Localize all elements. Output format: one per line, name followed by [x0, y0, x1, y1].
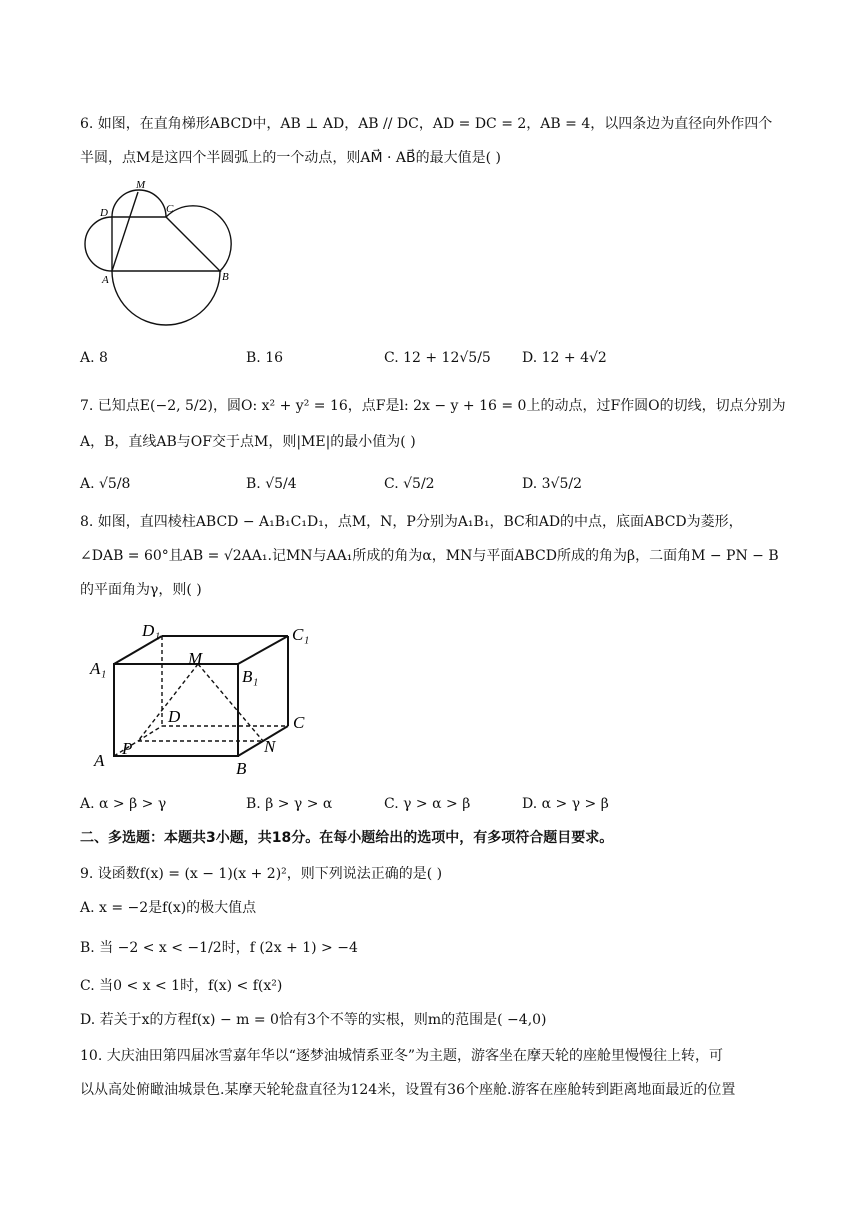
q6-option-b: B. 16 [246, 350, 284, 366]
q8-option-d: D. α > γ > β [522, 796, 609, 812]
q6-label-m: M [136, 179, 146, 191]
q6-option-a: A. 8 [80, 350, 108, 366]
section-heading: 二、多选题：本题共3小题，共18分。在每小题给出的选项中，有多项符合题目要求。 [80, 830, 614, 846]
q7-option-b: B. √5/4 [246, 476, 297, 492]
q8-figure [88, 616, 328, 778]
q6-label-b: B [222, 271, 229, 283]
q8-label-a1: A₁ [90, 659, 107, 678]
q6-stem-line2: 半圆，点M是这四个半圆弧上的一个动点，则AM⃗ · AB⃗的最大值是( ) [80, 150, 501, 166]
q9-option-d: D. 若关于x的方程f(x) − m = 0恰有3个不等的实根，则m的范围是( −4,0) [80, 1012, 547, 1028]
q8-label-d: D [168, 707, 181, 726]
q9-option-c: C. 当0 < x < 1时，f(x) < f(x²) [80, 978, 283, 994]
q7-option-c: C. √5/2 [384, 476, 435, 492]
q6-label-d: D [100, 207, 108, 219]
q9-stem: 9. 设函数f(x) = (x − 1)(x + 2)²，则下列说法正确的是( ) [80, 866, 443, 882]
q9-option-b: B. 当 −2 < x < −1/2时，f (2x + 1) > −4 [80, 940, 358, 956]
q8-label-b: B [236, 759, 247, 778]
q8-label-m: M [188, 649, 203, 668]
q8-label-p: P [122, 739, 133, 758]
q9-option-a: A. x = −2是f(x)的极大值点 [80, 900, 257, 916]
q6-option-c: C. 12 + 12√5/5 [384, 350, 491, 366]
q6-stem-line1: 6. 如图，在直角梯形ABCD中，AB ⊥ AD，AB // DC，AD = DC = 2，AB = 4，以四条边为直径向外作四个 [80, 116, 773, 132]
q10-stem-line1: 10. 大庆油田第四届冰雪嘉年华以“逐梦油城情系亚冬”为主题，游客坐在摩天轮的座舱里慢慢往上转，可 [80, 1048, 724, 1064]
q8-label-c1: C₁ [292, 625, 310, 644]
q8-option-c: C. γ > α > β [384, 796, 471, 812]
q6-label-a: A [102, 274, 109, 286]
q7-option-d: D. 3√5/2 [522, 476, 582, 492]
q8-label-d1: D₁ [142, 621, 161, 640]
q6-label-c: C [166, 203, 174, 215]
q8-stem-line1: 8. 如图，直四棱柱ABCD − A₁B₁C₁D₁，点M，N，P分别为A₁B₁，BC和AD的中点，底面ABCD为菱形， [80, 514, 743, 530]
q7-stem-line2: A，B，直线AB与OF交于点M，则|ME|的最小值为( ) [80, 434, 416, 450]
q7-option-a: A. √5/8 [80, 476, 131, 492]
q8-label-c: C [293, 713, 305, 732]
q8-label-n: N [264, 737, 276, 756]
q8-stem-line2: ∠DAB = 60°且AB = √2AA₁.记MN与AA₁所成的角为α，MN与平面ABCD所成的角为β，二面角M − PN − B [80, 548, 779, 564]
q8-stem-line3: 的平面角为γ，则( ) [80, 582, 202, 598]
q8-option-a: A. α > β > γ [80, 796, 167, 812]
q8-option-b: B. β > γ > α [246, 796, 333, 812]
q6-option-d: D. 12 + 4√2 [522, 350, 607, 366]
q6-figure [78, 172, 248, 342]
q8-label-a: A [94, 751, 105, 770]
q7-stem-line1: 7. 已知点E(−2, 5/2)，圆O: x² + y² = 16，点F是l: 2x − y + 16 = 0上的动点，过F作圆O的切线，切点分别为 [80, 398, 786, 414]
q8-label-b1: B₁ [242, 667, 259, 686]
q10-stem-line2: 以从高处俯瞰油城景色.某摩天轮轮盘直径为124米，设置有36个座舱.游客在座舱转到距离地面最近的位置 [80, 1082, 736, 1098]
